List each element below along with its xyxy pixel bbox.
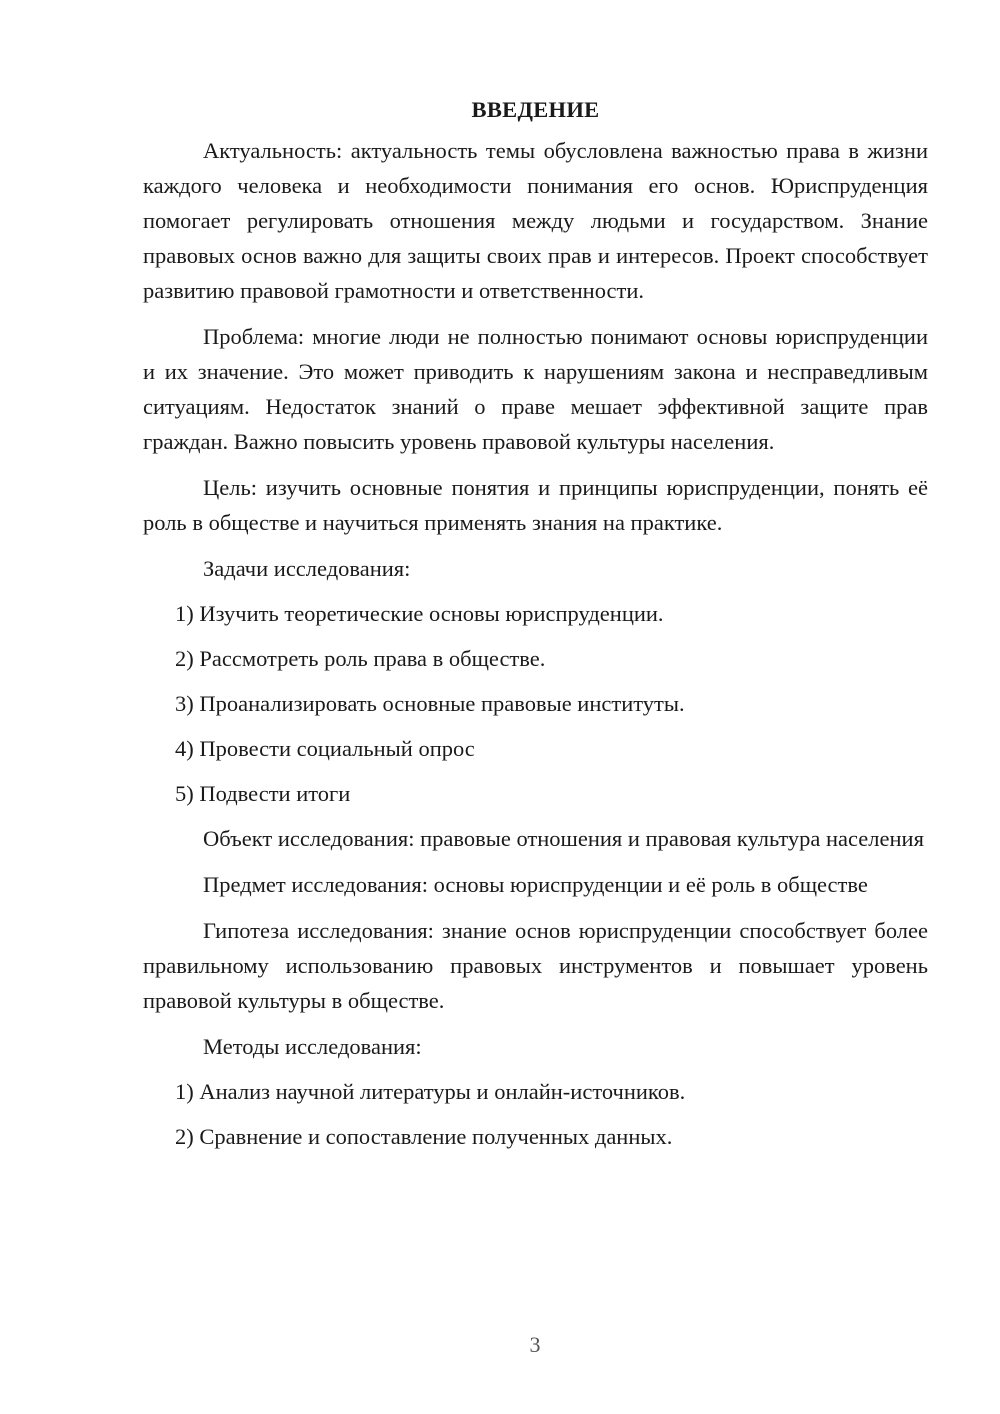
tasks-list [143,596,928,811]
goal-paragraph: Цель: изучить основные понятия и принципы юриспруденции, понять её роль в обществе и научиться применять знания на практике. [143,475,928,535]
page-number: 3 [529,1332,541,1357]
object-paragraph: Объект исследования: правовые отношения и правовая культура населения [203,826,924,851]
list-item: 1) Изучить теоретические основы юриспруденции. [175,601,664,626]
page-title: ВВЕДЕНИЕ [471,97,600,122]
hypothesis-paragraph: Гипотеза исследования: знание основ юриспруденции способствует более правильному использованию правовых инструментов и повышает уровень правовой культуры в обществе. [143,918,928,1013]
document-body [143,92,928,1164]
methods-heading: Методы исследования: [203,1034,422,1059]
list-item: 2) Рассмотреть роль права в обществе. [175,646,546,671]
list-item: 3) Проанализировать основные правовые институты. [175,691,685,716]
list-item: 2) Сравнение и сопоставление полученных данных. [175,1124,673,1149]
tasks-heading: Задачи исследования: [203,556,411,581]
list-item: 4) Провести социальный опрос [175,736,475,761]
subject-paragraph: Предмет исследования: основы юриспруденции и её роль в обществе [203,872,868,897]
problem-paragraph: Проблема: многие люди не полностью понимают основы юриспруденции и их значение. Это может приводить к нарушениям закона и несправедливым ситуациям. Недостаток знаний о праве мешает эффективной защите прав граждан. Важно повысить уровень правовой культуры населения. [143,324,928,454]
relevance-paragraph: Актуальность: актуальность темы обусловлена важностью права в жизни каждого человека и необходимости понимания его основ. Юриспруденция помогает регулировать отношения между людьми и государством. Знание правовых основ важно для защиты своих прав и интересов. Проект способствует развитию правовой грамотности и ответственности. [143,138,928,303]
list-item: 5) Подвести итоги [175,781,351,806]
list-item: 1) Анализ научной литературы и онлайн-источников. [175,1079,686,1104]
methods-list [143,1074,928,1154]
